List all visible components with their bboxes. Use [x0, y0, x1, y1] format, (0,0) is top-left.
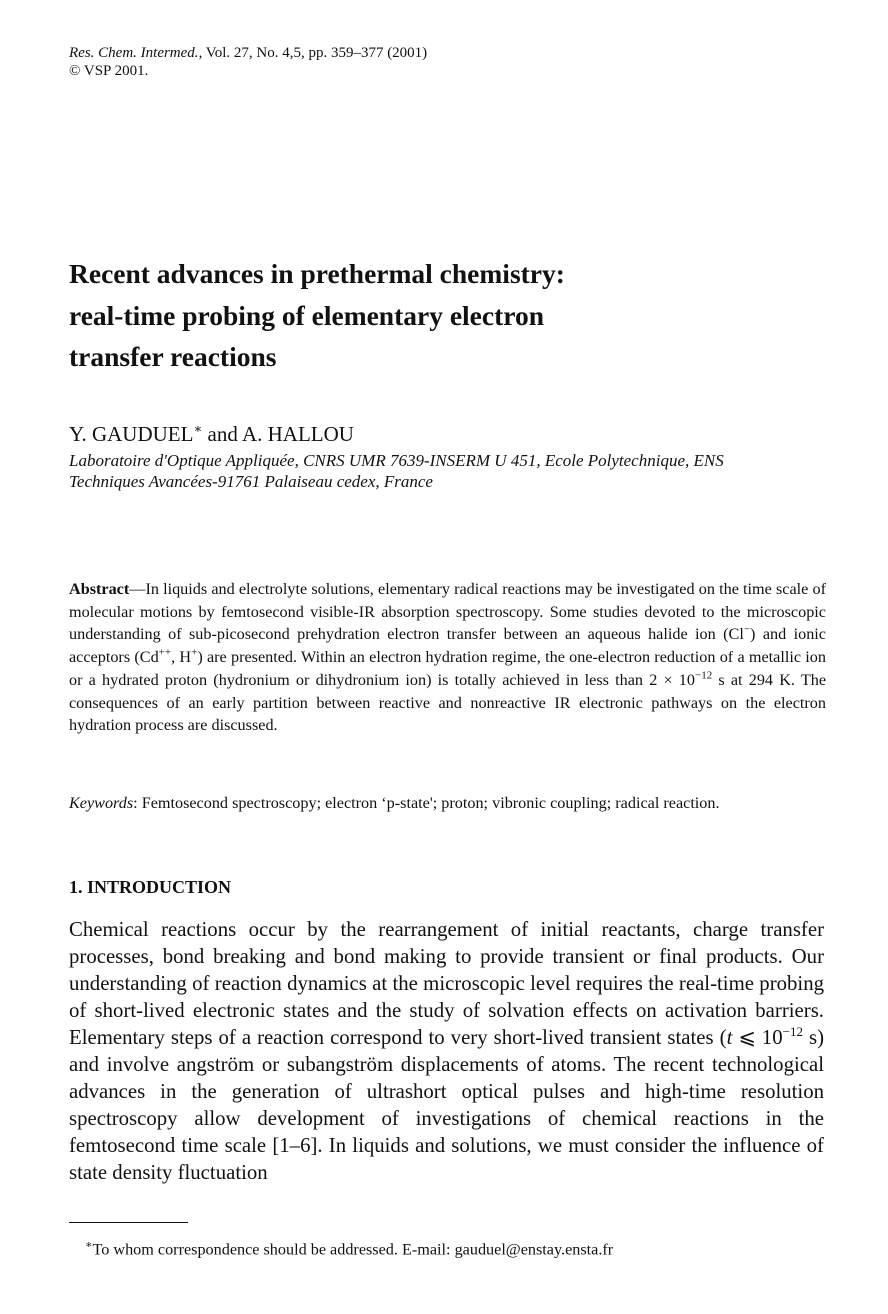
abstract: [69, 578, 826, 737]
affiliation: [69, 450, 829, 492]
superscript: ++: [158, 646, 172, 659]
body-text: s) and involve angström or subangström displacements of atoms. The recent technological advances in the generation of ultrashort optical pulses and high-time resolution spectroscopy allow development of investigations of chemical reactions in the femtosecond time scale [1–6]. In liquids and solutions, we must consider the influence of state density fluctuation: [69, 1026, 824, 1184]
footnote-divider: [69, 1222, 188, 1223]
keywords: [69, 792, 829, 814]
footnote: [85, 1234, 613, 1260]
affiliation-line: Laboratoire d'Optique Appliquée, CNRS UMR 7639-INSERM U 451, Ecole Polytechnique, ENS: [69, 451, 724, 470]
journal-header: [69, 44, 427, 80]
keywords-text: : Femtosecond spectroscopy; electron ‘p-state'; proton; vibronic coupling; radical reaction.: [133, 794, 720, 812]
journal-name: Res. Chem. Intermed.: [69, 45, 199, 61]
title-line: real-time probing of elementary electron: [69, 299, 545, 331]
citation-line: [69, 44, 427, 62]
abstract-text: —In liquids and electrolyte solutions, elementary radical reactions may be investigated on the time scale of molecular motions by femtosecond visible-IR absorption spectroscopy. Some studies devoted to the microscopic understanding of sub-picosecond prehydration electron transfer between an aqueous halide ion (Cl: [69, 580, 826, 644]
footnote-marker: ∗: [193, 421, 203, 436]
author-list: [69, 415, 354, 448]
superscript: +: [191, 646, 198, 659]
math-relation: ⩽ 10: [732, 1026, 783, 1049]
citation-details: , Vol. 27, No. 4,5, pp. 359–377 (2001): [198, 45, 428, 61]
footnote-text: To whom correspondence should be addressed. E-mail: gauduel@enstay.ensta.fr: [92, 1240, 614, 1259]
math-variable: t: [726, 1026, 733, 1049]
author-joiner: and: [202, 422, 242, 446]
abstract-text: s at 294 K. The consequences of an early partition between reactive and nonreactive IR electronic pathways on the electron hydration process are discussed.: [69, 670, 826, 735]
author-name: Y. GAUDUEL: [69, 422, 194, 446]
title-line: Recent advances in prethermal chemistry:: [69, 258, 565, 289]
keywords-label: Keywords: [69, 794, 134, 812]
superscript: −12: [694, 669, 713, 682]
abstract-text: ) and ionic acceptors (Cd: [69, 625, 826, 667]
abstract-text: ) are presented. Within an electron hydration regime, the one-electron reduction of a metallic ion or a hydrated proton (hydronium or dihydronium ion) is totally achieved in less than 2 × 10: [69, 648, 826, 689]
paper-title: [69, 253, 789, 378]
superscript: −: [743, 624, 751, 637]
title-line: transfer reactions: [69, 341, 277, 372]
copyright-line: © VSP 2001.: [69, 63, 149, 79]
superscript: −12: [782, 1024, 803, 1040]
section-heading: 1. INTRODUCTION: [69, 877, 232, 897]
body-text: Chemical reactions occur by the rearrangement of initial reactants, charge transfer processes, bond breaking and bond making to provide transient or final products. Our understanding of reaction dynamics at the microscopic level requires the real-time probing of short-lived electronic states and the study of solvation effects on activation barriers. Elementary steps of a reaction correspond to very short-lived transient states (: [69, 918, 824, 1049]
abstract-label: Abstract: [69, 580, 130, 598]
author-name: A. HALLOU: [241, 422, 354, 446]
affiliation-line: Techniques Avancées-91761 Palaiseau cedex, France: [69, 472, 433, 491]
abstract-text: , H: [171, 648, 192, 667]
footnote-marker: ∗: [85, 1239, 93, 1251]
intro-paragraph: [69, 916, 824, 1186]
